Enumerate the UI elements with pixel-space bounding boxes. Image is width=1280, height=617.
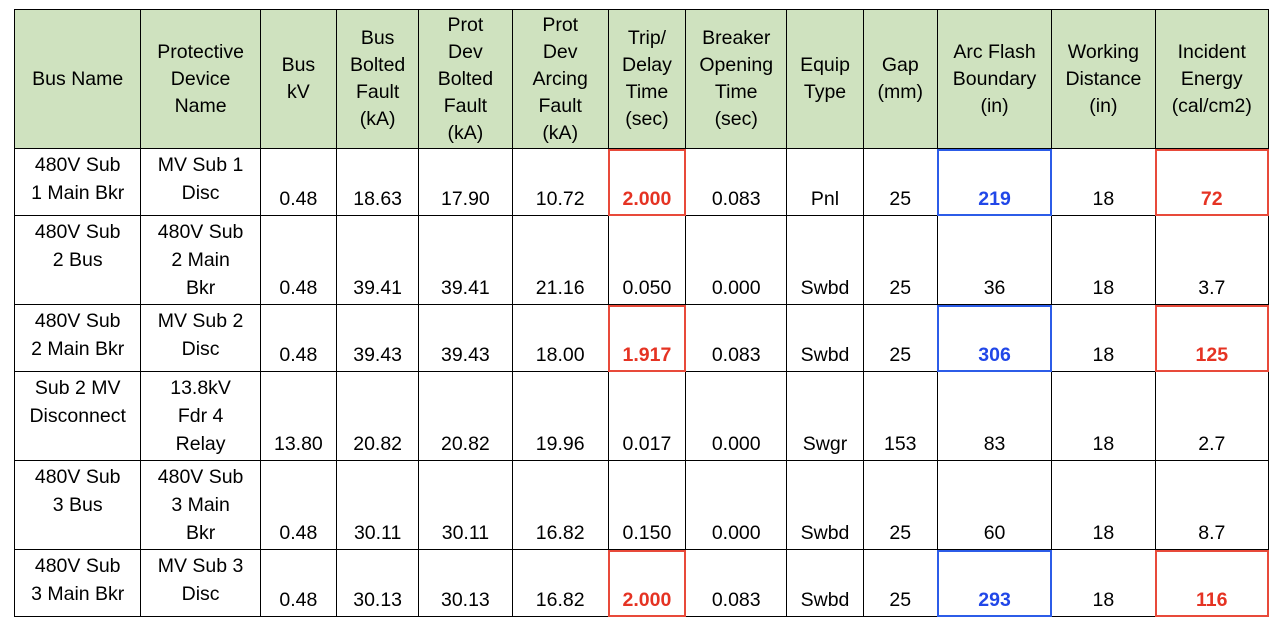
col-breaker-opening-time-header: Breaker Opening Time (sec) bbox=[686, 10, 787, 149]
col-prot-dev-arcing-fault-header: Prot Dev Arcing Fault (kA) bbox=[512, 10, 608, 149]
cell-breaker-opening-time: 0.000 bbox=[686, 216, 787, 305]
col-protective-device-header: Protective Device Name bbox=[141, 10, 260, 149]
col-working-distance-header: Working Distance (in) bbox=[1052, 10, 1155, 149]
cell-bus-kv: 0.48 bbox=[260, 216, 336, 305]
table-row bbox=[15, 216, 1269, 305]
arc-flash-table bbox=[14, 9, 1269, 617]
cell-prot-dev-bolted-fault: 20.82 bbox=[419, 372, 512, 461]
cell-gap: 25 bbox=[863, 550, 937, 617]
cell-trip-delay-time: 0.150 bbox=[608, 461, 685, 550]
cell-gap: 25 bbox=[863, 149, 937, 216]
cell-bus-name: 480V Sub 3 Bus bbox=[15, 461, 141, 550]
cell-working-distance: 18 bbox=[1052, 372, 1155, 461]
cell-arc-flash-boundary: 36 bbox=[937, 216, 1051, 305]
cell-trip-delay-time: 2.000 bbox=[608, 149, 685, 216]
col-arc-flash-boundary-header: Arc Flash Boundary (in) bbox=[937, 10, 1051, 149]
cell-working-distance: 18 bbox=[1052, 461, 1155, 550]
cell-incident-energy: 8.7 bbox=[1155, 461, 1268, 550]
col-gap-header: Gap (mm) bbox=[863, 10, 937, 149]
cell-equip-type: Swgr bbox=[787, 372, 863, 461]
cell-bus-kv: 0.48 bbox=[260, 461, 336, 550]
cell-arc-flash-boundary: 219 bbox=[937, 149, 1051, 216]
cell-incident-energy: 125 bbox=[1155, 305, 1268, 372]
cell-prot-dev-bolted-fault: 30.13 bbox=[419, 550, 512, 617]
cell-working-distance: 18 bbox=[1052, 149, 1155, 216]
cell-protective-device: MV Sub 2 Disc bbox=[141, 305, 260, 372]
cell-working-distance: 18 bbox=[1052, 550, 1155, 617]
cell-bus-bolted-fault: 20.82 bbox=[337, 372, 419, 461]
col-bus-name-header: Bus Name bbox=[15, 10, 141, 149]
cell-incident-energy: 2.7 bbox=[1155, 372, 1268, 461]
cell-breaker-opening-time: 0.000 bbox=[686, 372, 787, 461]
cell-protective-device: 480V Sub 2 Main Bkr bbox=[141, 216, 260, 305]
cell-protective-device: MV Sub 3 Disc bbox=[141, 550, 260, 617]
cell-prot-dev-arcing-fault: 16.82 bbox=[512, 461, 608, 550]
table-row bbox=[15, 305, 1269, 372]
cell-working-distance: 18 bbox=[1052, 305, 1155, 372]
cell-breaker-opening-time: 0.083 bbox=[686, 305, 787, 372]
cell-prot-dev-arcing-fault: 21.16 bbox=[512, 216, 608, 305]
cell-prot-dev-bolted-fault: 39.43 bbox=[419, 305, 512, 372]
table-row bbox=[15, 461, 1269, 550]
cell-arc-flash-boundary: 293 bbox=[937, 550, 1051, 617]
col-bus-kv-header: Bus kV bbox=[260, 10, 336, 149]
cell-arc-flash-boundary: 60 bbox=[937, 461, 1051, 550]
cell-trip-delay-time: 2.000 bbox=[608, 550, 685, 617]
col-incident-energy-header: Incident Energy (cal/cm2) bbox=[1155, 10, 1268, 149]
cell-trip-delay-time: 0.050 bbox=[608, 216, 685, 305]
table-row bbox=[15, 149, 1269, 216]
cell-gap: 25 bbox=[863, 216, 937, 305]
cell-arc-flash-boundary: 306 bbox=[937, 305, 1051, 372]
header-row bbox=[15, 10, 1269, 149]
cell-prot-dev-bolted-fault: 39.41 bbox=[419, 216, 512, 305]
cell-bus-bolted-fault: 18.63 bbox=[337, 149, 419, 216]
cell-gap: 25 bbox=[863, 305, 937, 372]
cell-bus-kv: 13.80 bbox=[260, 372, 336, 461]
cell-arc-flash-boundary: 83 bbox=[937, 372, 1051, 461]
cell-trip-delay-time: 0.017 bbox=[608, 372, 685, 461]
cell-prot-dev-arcing-fault: 16.82 bbox=[512, 550, 608, 617]
cell-prot-dev-arcing-fault: 10.72 bbox=[512, 149, 608, 216]
cell-bus-kv: 0.48 bbox=[260, 149, 336, 216]
cell-bus-bolted-fault: 39.43 bbox=[337, 305, 419, 372]
cell-bus-name: Sub 2 MV Disconnect bbox=[15, 372, 141, 461]
cell-breaker-opening-time: 0.083 bbox=[686, 550, 787, 617]
col-trip-delay-time-header: Trip/ Delay Time (sec) bbox=[608, 10, 685, 149]
cell-equip-type: Swbd bbox=[787, 461, 863, 550]
cell-trip-delay-time: 1.917 bbox=[608, 305, 685, 372]
col-prot-dev-bolted-fault-header: Prot Dev Bolted Fault (kA) bbox=[419, 10, 512, 149]
col-bus-bolted-fault-header: Bus Bolted Fault (kA) bbox=[337, 10, 419, 149]
cell-prot-dev-arcing-fault: 19.96 bbox=[512, 372, 608, 461]
cell-bus-name: 480V Sub 3 Main Bkr bbox=[15, 550, 141, 617]
cell-working-distance: 18 bbox=[1052, 216, 1155, 305]
cell-protective-device: MV Sub 1 Disc bbox=[141, 149, 260, 216]
cell-protective-device: 480V Sub 3 Main Bkr bbox=[141, 461, 260, 550]
cell-bus-name: 480V Sub 2 Bus bbox=[15, 216, 141, 305]
cell-bus-kv: 0.48 bbox=[260, 550, 336, 617]
cell-prot-dev-arcing-fault: 18.00 bbox=[512, 305, 608, 372]
cell-equip-type: Swbd bbox=[787, 216, 863, 305]
cell-gap: 25 bbox=[863, 461, 937, 550]
cell-bus-bolted-fault: 30.13 bbox=[337, 550, 419, 617]
cell-bus-bolted-fault: 30.11 bbox=[337, 461, 419, 550]
cell-equip-type: Swbd bbox=[787, 305, 863, 372]
cell-bus-bolted-fault: 39.41 bbox=[337, 216, 419, 305]
cell-gap: 153 bbox=[863, 372, 937, 461]
cell-protective-device: 13.8kV Fdr 4 Relay bbox=[141, 372, 260, 461]
table-body bbox=[15, 149, 1269, 617]
cell-incident-energy: 3.7 bbox=[1155, 216, 1268, 305]
table-row bbox=[15, 550, 1269, 617]
cell-incident-energy: 116 bbox=[1155, 550, 1268, 617]
col-equip-type-header: Equip Type bbox=[787, 10, 863, 149]
cell-bus-name: 480V Sub 2 Main Bkr bbox=[15, 305, 141, 372]
table-row bbox=[15, 372, 1269, 461]
cell-prot-dev-bolted-fault: 17.90 bbox=[419, 149, 512, 216]
cell-breaker-opening-time: 0.083 bbox=[686, 149, 787, 216]
cell-equip-type: Pnl bbox=[787, 149, 863, 216]
cell-bus-kv: 0.48 bbox=[260, 305, 336, 372]
cell-bus-name: 480V Sub 1 Main Bkr bbox=[15, 149, 141, 216]
cell-incident-energy: 72 bbox=[1155, 149, 1268, 216]
cell-breaker-opening-time: 0.000 bbox=[686, 461, 787, 550]
cell-equip-type: Swbd bbox=[787, 550, 863, 617]
cell-prot-dev-bolted-fault: 30.11 bbox=[419, 461, 512, 550]
